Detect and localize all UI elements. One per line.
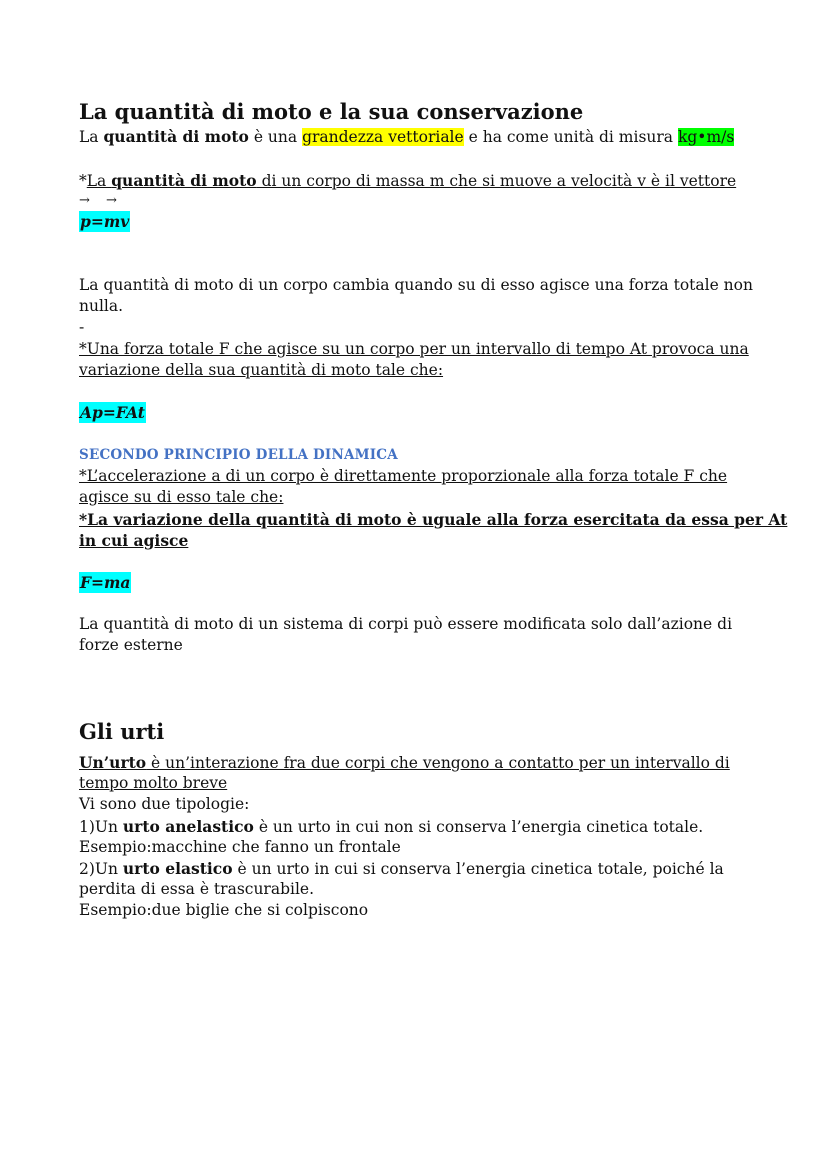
collision-definition-line2: tempo molto breve — [79, 774, 228, 792]
momentum-vector-definition: *La quantità di moto di un corpo di massa m che si muove a velocità v è il vettore — [79, 171, 737, 190]
definition-line: La quantità di moto è una grandezza vettoriale e ha come unità di misura kg•m/s — [79, 127, 735, 146]
dash-line: - — [79, 318, 85, 336]
section-title-momentum: La quantità di moto e la sua conservazione — [79, 99, 584, 124]
types-intro: Vi sono due tipologie: — [79, 795, 250, 813]
highlight-unit: kg•m/s — [677, 128, 735, 146]
inelastic-collision-line: 1)Un urto anelastico è un urto in cui non si conserva l’energia cinetica totale. — [79, 817, 704, 836]
collision-definition-line1: Un’urto è un’interazione fra due corpi che vengono a contatto per un intervallo di — [79, 753, 730, 772]
acceleration-statement-line2: agisce su di esso tale che: — [79, 488, 284, 506]
section-title-collisions: Gli urti — [79, 719, 165, 744]
formula-momentum: p=mv — [80, 212, 130, 231]
momentum-variation-line2: in cui agisce — [79, 531, 189, 550]
elastic-collision-line1: 2)Un urto elastico è un urto in cui si conserva l’energia cinetica totale, poiché la — [79, 859, 724, 878]
system-paragraph-line2: forze esterne — [79, 636, 183, 654]
elastic-collision-line2: perdita di essa è trascurabile. — [79, 880, 315, 898]
formula-newton: F=ma — [80, 573, 131, 592]
elastic-example: Esempio:due biglie che si colpiscono — [79, 901, 369, 919]
inelastic-example: Esempio:macchine che fanno un frontale — [79, 838, 401, 856]
vector-arrows: → → — [79, 193, 123, 208]
subheading-second-principle: SECONDO PRINCIPIO DELLA DINAMICA — [79, 447, 398, 463]
highlight-vector-quantity: grandezza vettoriale — [302, 128, 464, 146]
impulse-statement-line1: *Una forza totale F che agisce su un corpo per un intervallo di tempo At provoca una — [79, 340, 749, 358]
acceleration-statement-line1: *L’accelerazione a di un corpo è direttamente proporzionale alla forza totale F che — [79, 467, 728, 485]
impulse-statement-line2: variazione della sua quantità di moto tale che: — [79, 361, 444, 379]
system-paragraph-line1: La quantità di moto di un sistema di corpi può essere modificata solo dall’azione di — [79, 615, 733, 633]
momentum-variation-line1: *La variazione della quantità di moto è uguale alla forza esercitata da essa per At — [79, 510, 788, 529]
paragraph-momentum-change-cont: nulla. — [79, 297, 124, 315]
formula-impulse: Ap=FAt — [80, 403, 145, 422]
paragraph-momentum-change: La quantità di moto di un corpo cambia quando su di esso agisce una forza totale non — [79, 276, 753, 294]
